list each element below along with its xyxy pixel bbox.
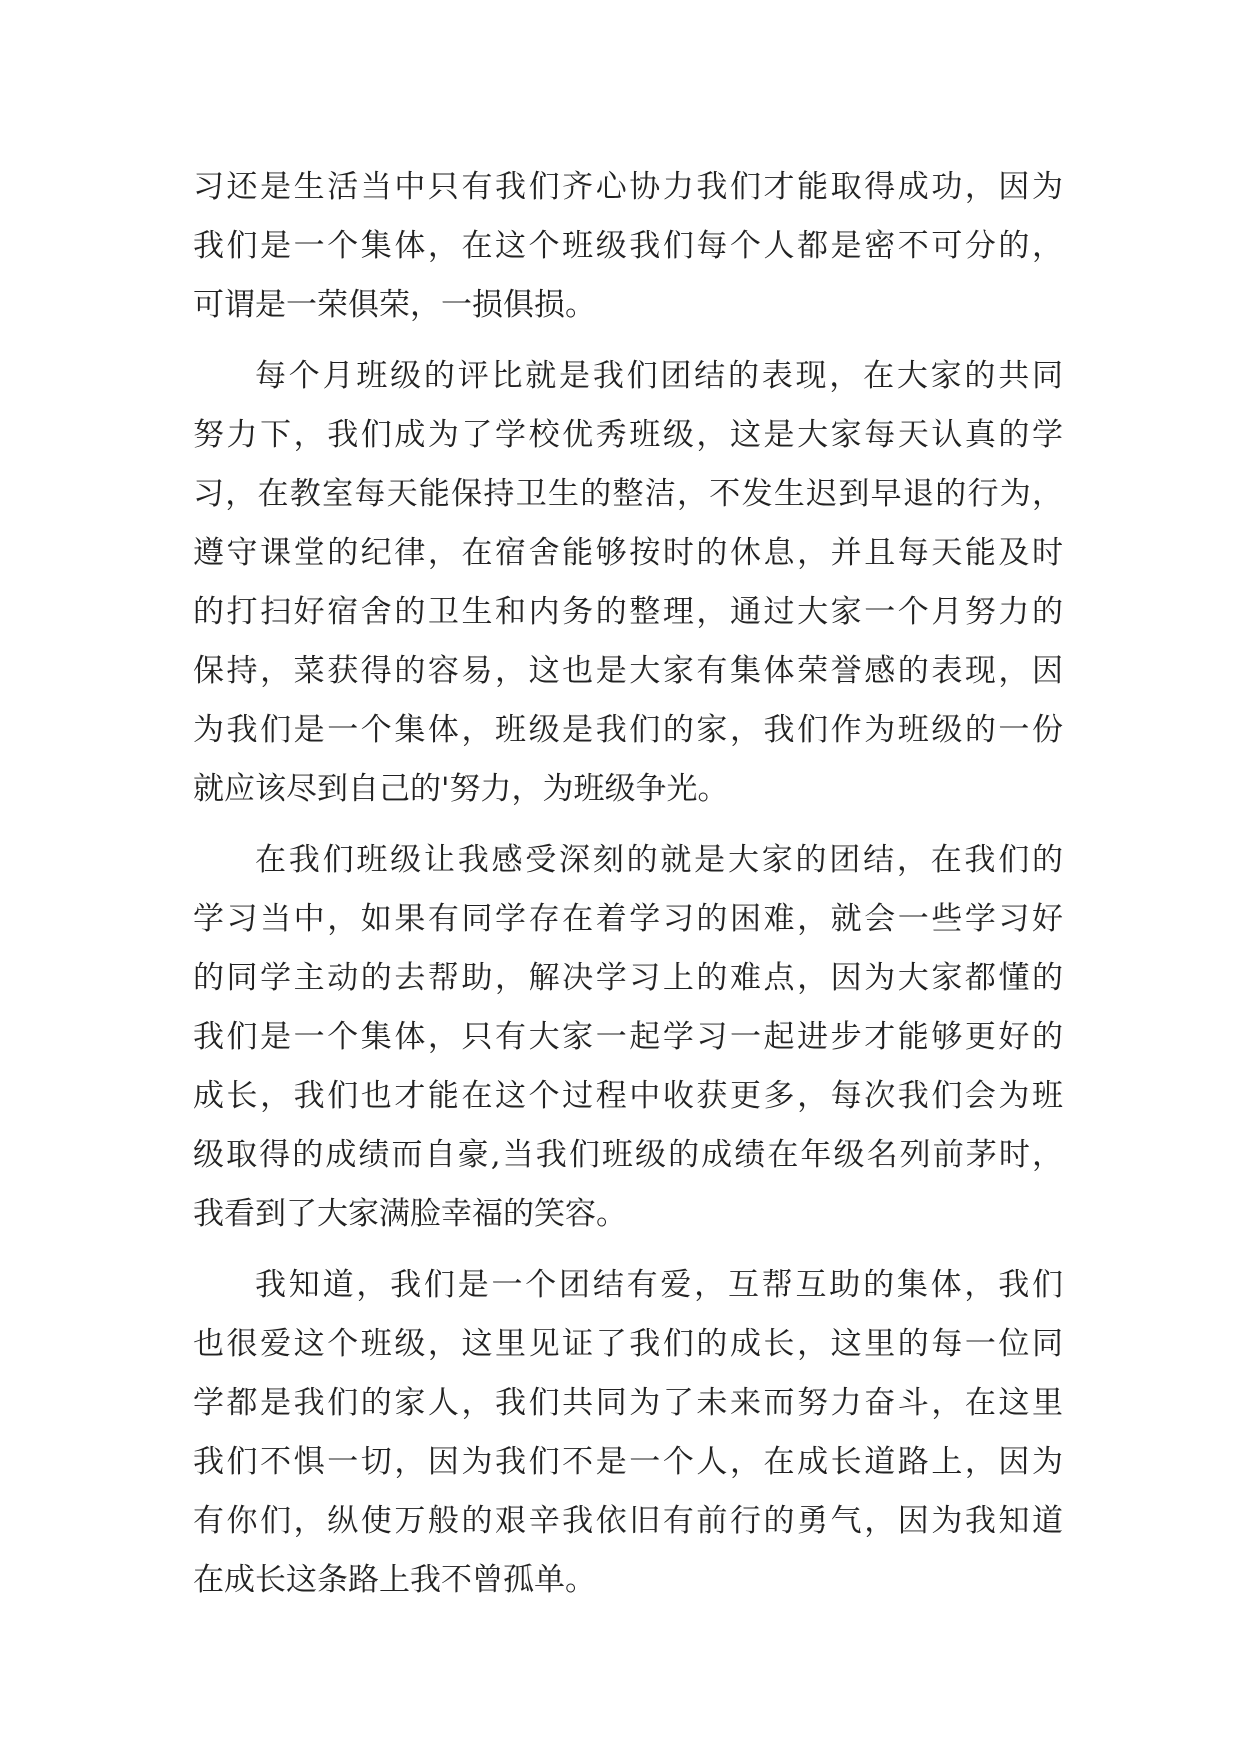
text-line: 的同学主动的去帮助，解决学习上的难点，因为大家都懂的 xyxy=(193,960,1063,996)
text-line: 为我们是一个集体，班级是我们的家，我们作为班级的一份 xyxy=(193,712,1063,748)
text-line: 级取得的成绩而自豪,当我们班级的成绩在年级名列前茅时， xyxy=(193,1137,1063,1173)
text-line: 在我们班级让我感受深刻的就是大家的团结，在我们的 xyxy=(255,842,1063,878)
paragraph xyxy=(193,347,1063,819)
text-line: 保持，菜获得的容易，这也是大家有集体荣誉感的表现，因 xyxy=(193,653,1063,689)
text-line: 可谓是一荣俱荣，一损俱损。 xyxy=(193,287,596,323)
text-line: 遵守课堂的纪律，在宿舍能够按时的休息，并且每天能及时 xyxy=(193,535,1063,571)
document-body xyxy=(193,158,1063,1610)
text-line: 也很爱这个班级，这里见证了我们的成长，这里的每一位同 xyxy=(193,1326,1063,1362)
text-line: 的打扫好宿舍的卫生和内务的整理，通过大家一个月努力的 xyxy=(193,594,1063,630)
text-line: 我知道，我们是一个团结有爱，互帮互助的集体，我们 xyxy=(255,1267,1063,1303)
text-line: 习还是生活当中只有我们齐心协力我们才能取得成功，因为 xyxy=(193,169,1063,205)
text-line: 学习当中，如果有同学存在着学习的困难，就会一些学习好 xyxy=(193,901,1063,937)
text-line: 每个月班级的评比就是我们团结的表现，在大家的共同 xyxy=(255,358,1063,394)
text-line: 就应该尽到自己的'努力，为班级争光。 xyxy=(193,771,729,807)
text-line: 努力下，我们成为了学校优秀班级，这是大家每天认真的学 xyxy=(193,417,1063,453)
paragraph xyxy=(193,831,1063,1244)
text-line: 我们是一个集体，只有大家一起学习一起进步才能够更好的 xyxy=(193,1019,1063,1055)
text-line: 我们不惧一切，因为我们不是一个人，在成长道路上，因为 xyxy=(193,1444,1063,1480)
paragraph xyxy=(193,1256,1063,1610)
text-line: 学都是我们的家人，我们共同为了未来而努力奋斗，在这里 xyxy=(193,1385,1063,1421)
text-line: 习，在教室每天能保持卫生的整洁，不发生迟到早退的行为， xyxy=(193,476,1063,512)
text-line: 我们是一个集体，在这个班级我们每个人都是密不可分的， xyxy=(193,228,1063,264)
text-line: 成长，我们也才能在这个过程中收获更多，每次我们会为班 xyxy=(193,1078,1063,1114)
paragraph xyxy=(193,158,1063,335)
text-line: 在成长这条路上我不曾孤单。 xyxy=(193,1562,596,1598)
text-line: 有你们，纵使万般的艰辛我依旧有前行的勇气，因为我知道 xyxy=(193,1503,1063,1539)
text-line: 我看到了大家满脸幸福的笑容。 xyxy=(193,1196,627,1232)
